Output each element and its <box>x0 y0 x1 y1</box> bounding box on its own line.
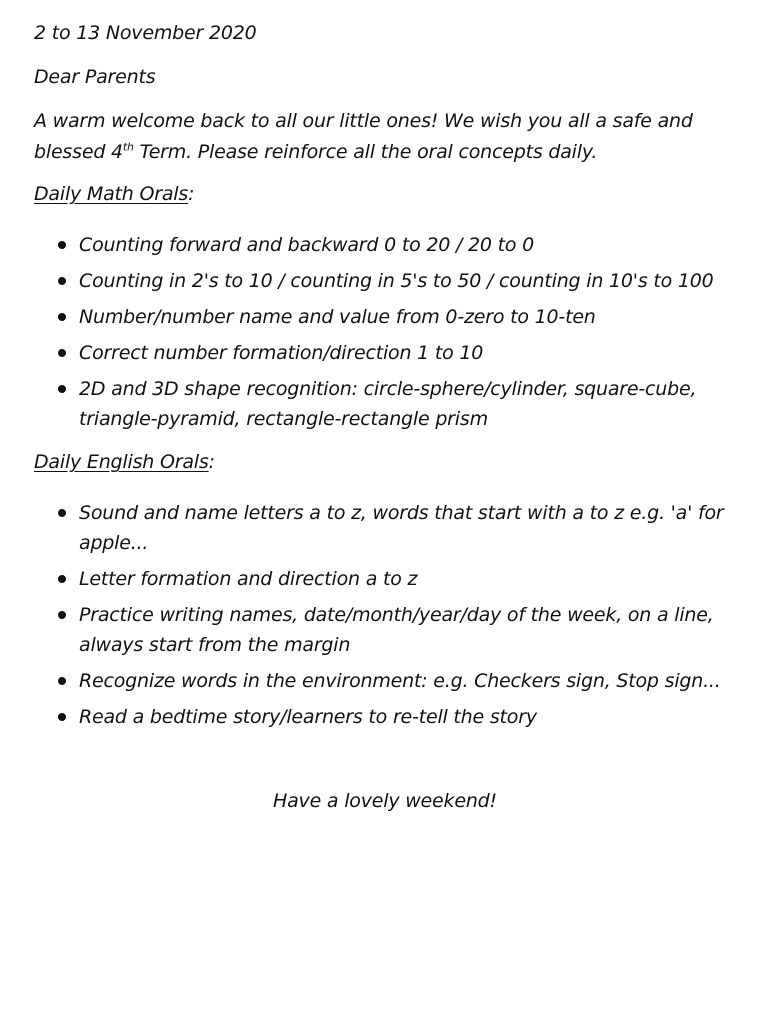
english-orals-list <box>34 498 734 732</box>
math-orals-list <box>34 230 734 434</box>
letter-date: 2 to 13 November 2020 <box>34 22 257 44</box>
bullet-icon <box>58 575 66 583</box>
list-item: Number/number name and value from 0-zero to 10-ten <box>34 302 734 332</box>
list-item: Recognize words in the environment: e.g. Checkers sign, Stop sign... <box>34 666 734 696</box>
intro-text-part2: Term. Please reinforce all the oral concepts daily. <box>133 141 598 163</box>
bullet-icon <box>58 349 66 357</box>
list-item: Letter formation and direction a to z <box>34 564 734 594</box>
list-item: Counting forward and backward 0 to 20 / 20 to 0 <box>34 230 734 260</box>
english-heading-colon: : <box>208 451 215 473</box>
bullet-icon <box>58 509 66 517</box>
bullet-icon <box>58 277 66 285</box>
bullet-icon <box>58 677 66 685</box>
intro-text-part1: A warm welcome back to all our little ones! We wish you all a safe and blessed 4 <box>34 110 693 163</box>
bullet-icon <box>58 713 66 721</box>
bullet-icon <box>58 241 66 249</box>
list-item: 2D and 3D shape recognition: circle-sphere/cylinder, square-cube, triangle-pyramid, rectangle-rectangle prism <box>34 374 734 434</box>
intro-paragraph <box>34 106 734 168</box>
bullet-icon <box>58 313 66 321</box>
list-item: Correct number formation/direction 1 to 10 <box>34 338 734 368</box>
salutation: Dear Parents <box>34 66 156 88</box>
intro-superscript: th <box>122 140 134 154</box>
closing-line: Have a lovely weekend! <box>273 790 497 812</box>
math-heading: Daily Math Orals <box>34 183 189 205</box>
english-heading: Daily English Orals <box>34 451 209 473</box>
math-heading-line <box>34 183 194 205</box>
list-item: Counting in 2's to 10 / counting in 5's to 50 / counting in 10's to 100 <box>34 266 734 296</box>
english-heading-line <box>34 451 215 473</box>
bullet-icon <box>58 385 66 393</box>
list-item: Read a bedtime story/learners to re-tell the story <box>34 702 734 732</box>
list-item: Practice writing names, date/month/year/day of the week, on a line, always start from the margin <box>34 600 734 660</box>
list-item: Sound and name letters a to z, words that start with a to z e.g. 'a' for apple... <box>34 498 734 558</box>
math-heading-colon: : <box>188 183 195 205</box>
bullet-icon <box>58 611 66 619</box>
